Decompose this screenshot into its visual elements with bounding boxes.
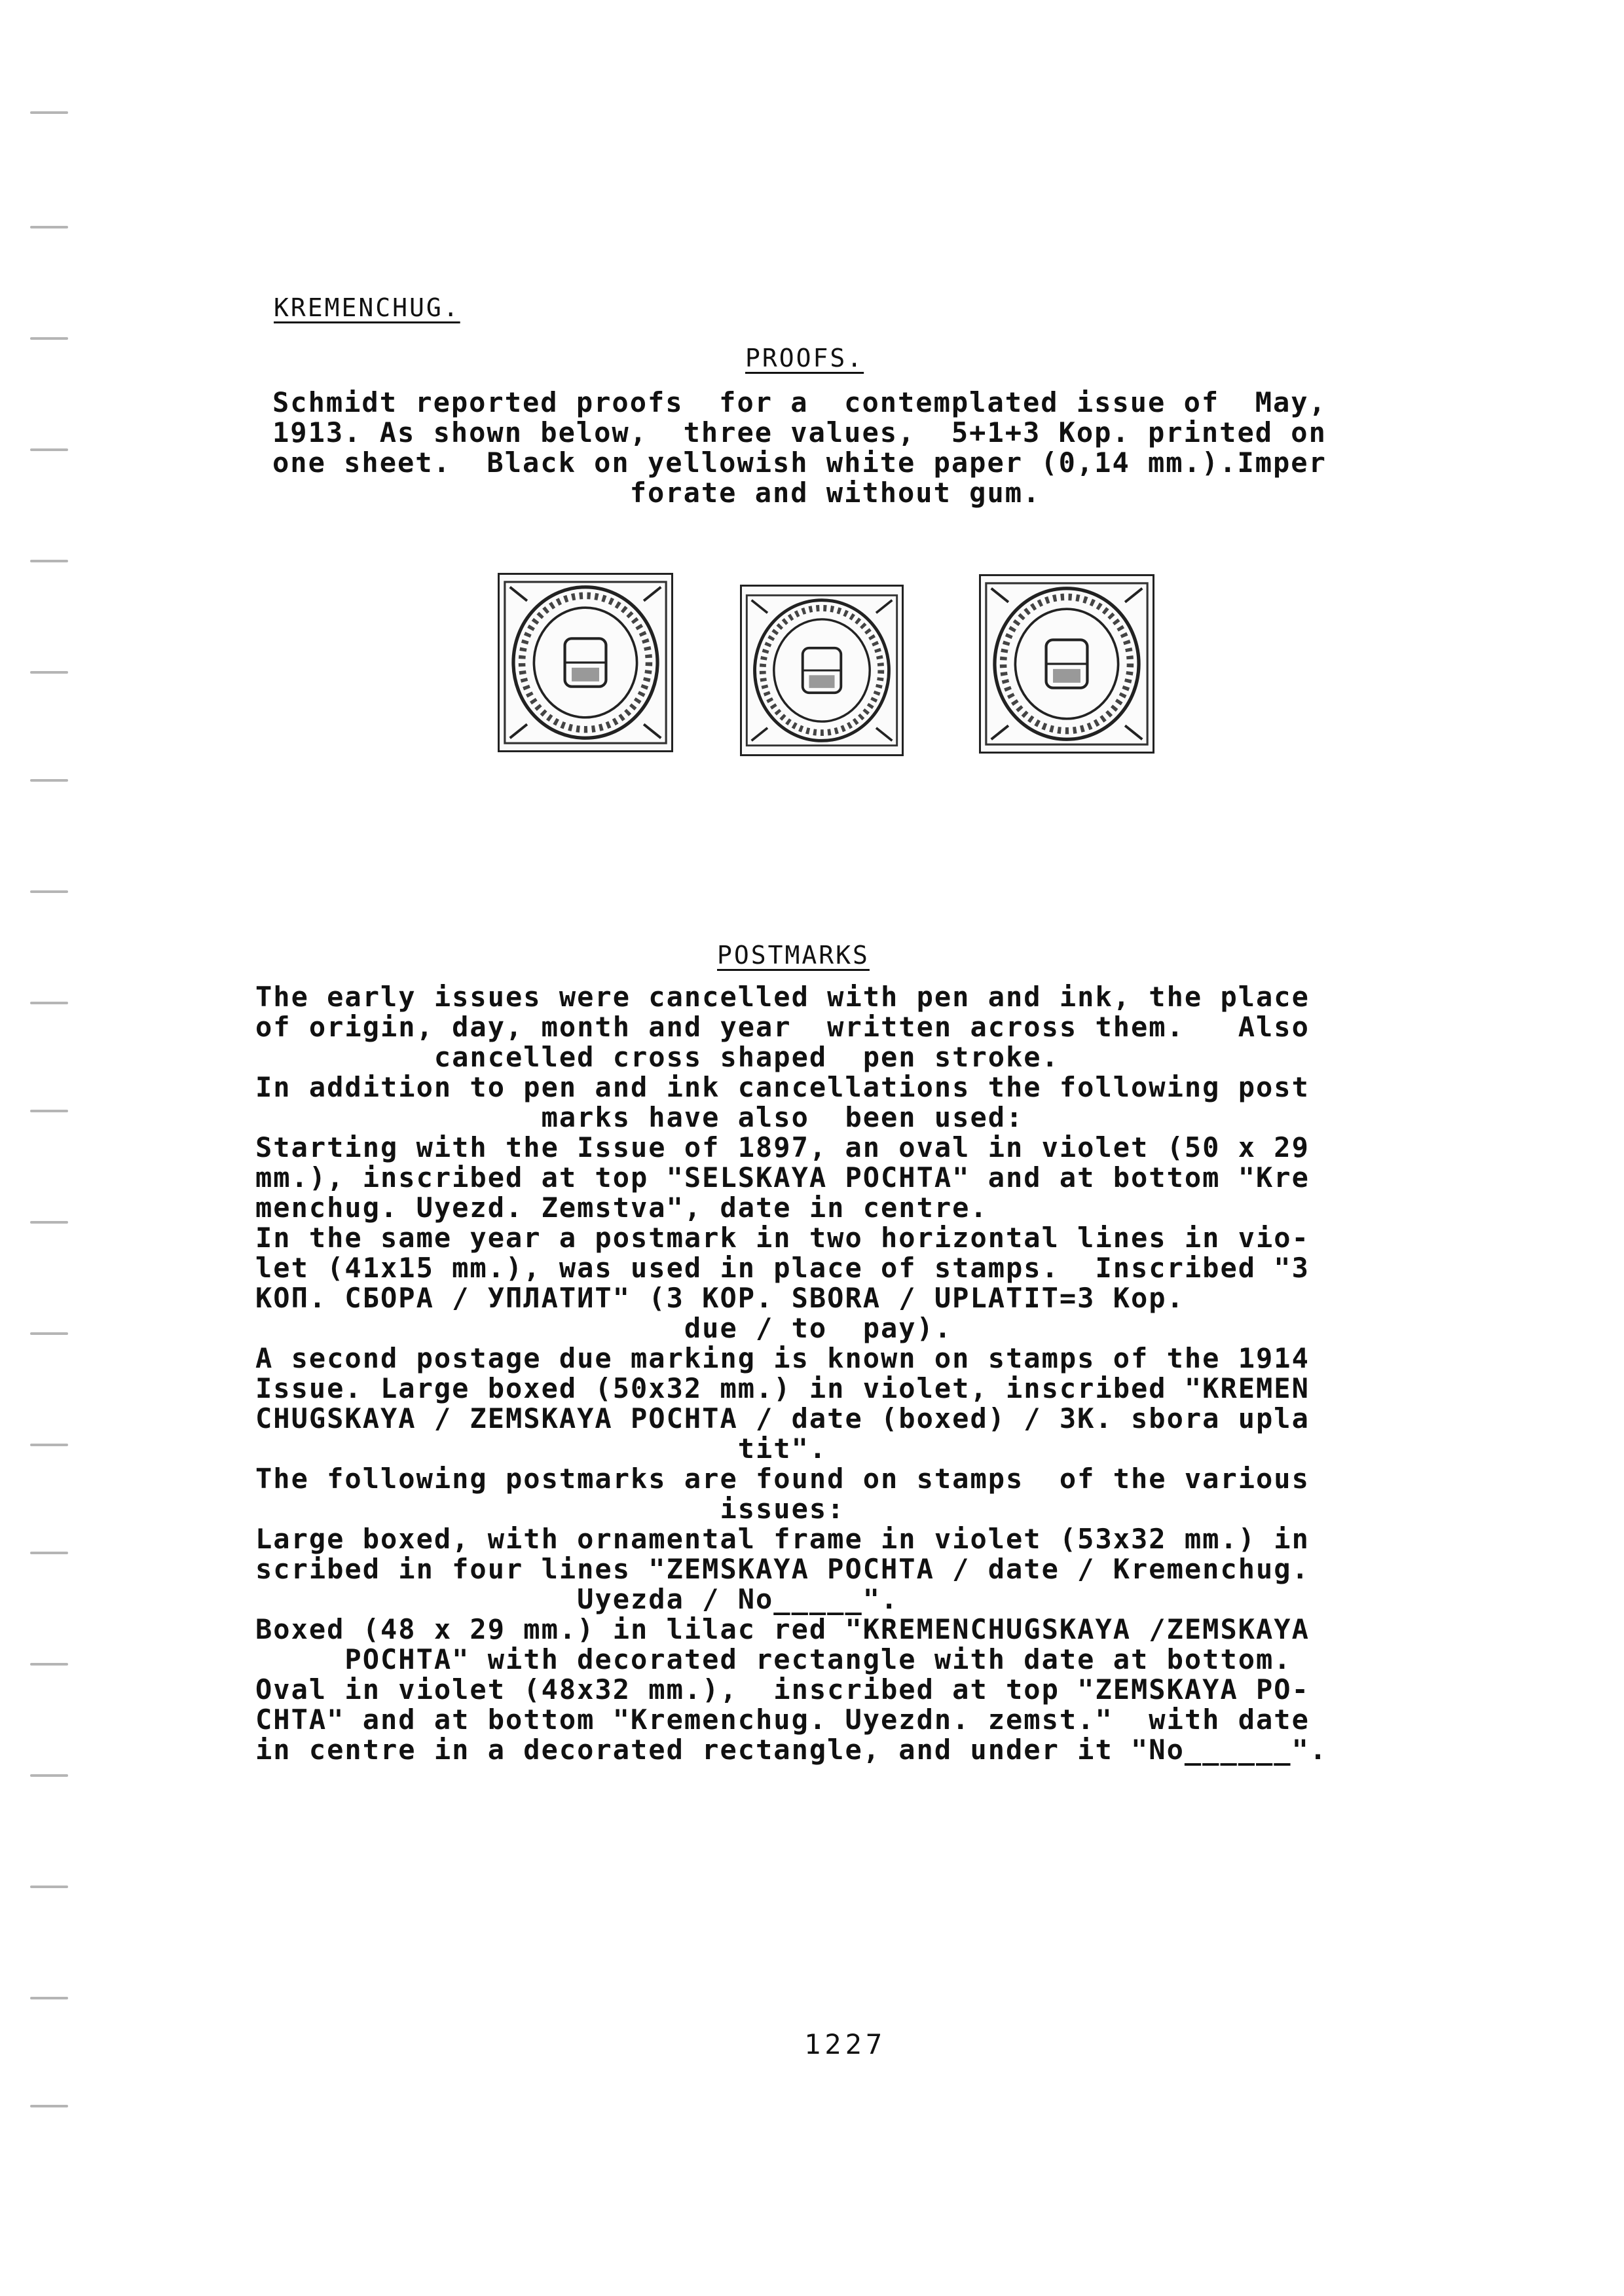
binding-mark — [30, 337, 68, 340]
binding-mark — [30, 226, 68, 228]
binding-mark — [30, 1110, 68, 1112]
proof-stamp-3 — [979, 574, 1154, 754]
page-number: 1227 — [804, 2028, 887, 2060]
binding-mark — [30, 560, 68, 562]
proof-stamp-2 — [740, 585, 904, 756]
binding-mark — [30, 1444, 68, 1446]
stamp-emblem-icon — [981, 576, 1153, 752]
binding-mark — [30, 1002, 68, 1004]
binding-mark — [30, 2105, 68, 2107]
binding-mark — [30, 1221, 68, 1224]
binding-mark — [30, 779, 68, 782]
proof-stamps-row — [498, 566, 1139, 763]
binding-mark — [30, 1997, 68, 1999]
binding-mark — [30, 1886, 68, 1888]
section-title-proofs: PROOFS. — [745, 344, 864, 373]
binding-mark — [30, 1663, 68, 1666]
binding-mark — [30, 448, 68, 451]
binding-mark — [30, 111, 68, 114]
stamp-emblem-icon — [500, 575, 671, 750]
binding-mark — [30, 1774, 68, 1777]
section-title-postmarks: POSTMARKS — [717, 941, 870, 970]
binding-mark — [30, 1332, 68, 1335]
postmarks-paragraph: The early issues were cancelled with pen and ink, the place of origin, day, month and year written across them. Also cancelled cross shaped pen stroke. In addition to pen and ink cancellations the following post marks have also been used: Starting with the Issue of 1897, an oval in violet (50 x 29 mm.), inscribed at top "SELSKAYA POCHTA" and at bottom "Kre menchug. Uyezd. Zemstva", date in centre. In the same year a postmark in two horizontal lines in vio- let (41x15 mm.), was used in place of stamps. Inscribed "3 КОП. СБОРА / УПЛАТИТ" (3 KOP. SBORA / UPLATIT=3 Kop. due / to pay). A second postage due marking is known on stamps of the 1914 Issue. Large boxed (50x32 mm.) in violet, inscribed "KREMEN CHUGSKAYA / ZEMSKAYA POCHTA / date (boxed) / 3K. sbora upla tit". The following postmarks are found on stamps of the various issues: Large boxed, with ornamental frame in violet (53x32 mm.) in scribed in four lines "ZEMSKAYA POCHTA / date / Kremenchug. Uyezda / No_____". Boxed (48 x 29 mm.) in lilac red "KREMENCHUGSKAYA /ZEMSKAYA POCHTA" with decorated rectangle with date at bottom. Oval in violet (48x32 mm.), inscribed at top "ZEMSKAYA PO- CHTA" and at bottom "Kremenchug. Uyezdn. zemst." with date in centre in a decorated rectangle, and under it "No______". — [255, 981, 1328, 1766]
proof-stamp-1 — [498, 573, 673, 752]
binding-mark — [30, 1552, 68, 1554]
binding-mark — [30, 671, 68, 674]
section-title-kremenchug: KREMENCHUG. — [274, 293, 460, 322]
stamp-emblem-icon — [742, 587, 902, 754]
binding-mark — [30, 890, 68, 893]
proofs-paragraph: Schmidt reported proofs for a contemplated issue of May, 1913. As shown below, three values, 5+1+3 Kop. printed on one sheet. Black on yellowish white paper (0,14 mm.).Imper forate and without gum. — [272, 386, 1327, 509]
